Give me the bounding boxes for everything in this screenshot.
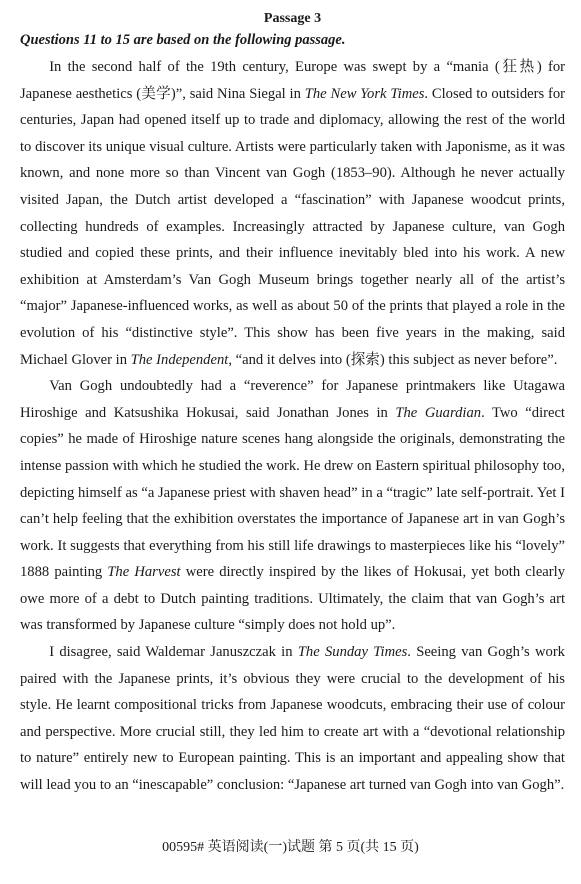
paragraph-text: In the second half of the 19th century, Europe was swept by a “mania (狂热) for Japanese aesthetics (美学)”, said Nina Siegal in xyxy=(20,59,565,102)
paragraph-text: . Seeing van Gogh’s work paired with the Japanese prints, it’s obvious they were crucial to the development of his style. He learnt compositional tricks from Japanese woodcuts, embracing their use of colour and perspective. More crucial still, they led him to create art with a “devotional relationship to nature” entirely new to European painting. This is an important and appealing show that will lead you to an “inescapable” conclusion: “Japanese art turned van Gogh into van Gogh”. xyxy=(20,644,565,794)
paragraph-text: . Two “direct copies” he made of Hiroshige nature scenes hang alongside the originals, demonstrating the intense passion with which he studied the work. He drew on Eastern spiritual philosophy too, depicting himself as “a Japanese priest with shaven head” in a “tragic” late self-portrait. Yet I can’t help feeling that the exhibition overstates the importance of Japanese art in van Gogh’s work. It suggests that everything from his still life drawings to masterpieces like his “lovely” 1888 painting xyxy=(20,404,565,581)
passage-title: Passage 3 xyxy=(263,11,322,26)
publication-title: The New York Times xyxy=(304,85,425,102)
paragraph-text: . Closed to outsiders for centuries, Japan had opened itself up to trade and diplomacy, allowing the rest of the world to discover its unique visual culture. Artists were particularly taken with Japonisme, as it was known, and none more so than Vincent van Gogh (1853–90). Although he never actually visited Japan, the Dutch artist developed a “fascination” with Japanese woodcut prints, collecting hundreds of examples. Increasingly attracted by Japanese culture, van Gogh studied and copied these prints, and their influence inevitably bled into his work. A new exhibition at Amsterdam’s Van Gogh Museum brings together nearly all of the artist’s “major” Japanese-influenced works, as well as about 50 of the prints that played a role in the evolution of his “distinctive style”. This show has been five years in the making, said Michael Glover in xyxy=(20,85,565,368)
paragraph-3 xyxy=(20,639,565,799)
paragraph-2 xyxy=(20,373,565,639)
paragraph-1 xyxy=(20,54,565,373)
paragraph-text: were directly inspired by the likes of Hokusai, yet both clearly owe more of a debt to Dutch painting traditions. Ultimately, the claim that van Gogh’s art was transformed by Japanese culture “simply does not hold up”. xyxy=(20,564,565,634)
passage-body xyxy=(20,54,565,799)
paragraph-text: , “and it delves into (探索) this subject as never before”. xyxy=(228,351,558,368)
publication-title: The Independent xyxy=(130,351,229,368)
page-footer: 00595# 英语阅读(一)试题 第 5 页(共 15 页) xyxy=(162,840,419,855)
passage-instruction: Questions 11 to 15 are based on the following passage. xyxy=(20,32,346,48)
publication-title: The Guardian xyxy=(395,404,482,421)
publication-title: The Sunday Times xyxy=(297,644,408,661)
publication-title: The Harvest xyxy=(107,564,181,581)
paragraph-text: I disagree, said Waldemar Januszczak in xyxy=(49,644,298,661)
exam-page xyxy=(20,10,565,799)
paragraph-text: Van Gogh undoubtedly had a “reverence” for Japanese printmakers like Utagawa Hiroshige and Katsushika Hokusai, said Jonathan Jones in xyxy=(20,378,565,421)
